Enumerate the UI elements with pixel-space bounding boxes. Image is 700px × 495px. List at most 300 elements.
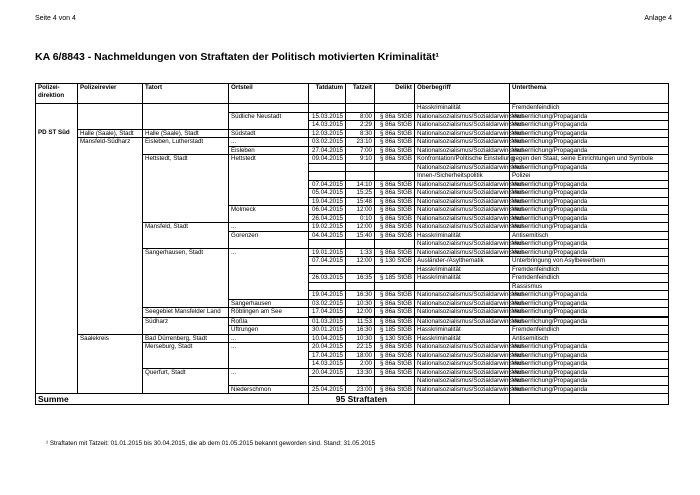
cell-tatort <box>143 231 229 240</box>
cell-oberbegriff: Nationalsozialismus/Sozialdarwinismus <box>415 377 510 386</box>
cell-tatort <box>143 265 229 274</box>
cell-tatort <box>143 206 229 215</box>
cell-oberbegriff: Hasskriminalität <box>415 104 510 113</box>
cell-polizeirevier <box>78 368 143 377</box>
table-row <box>36 360 669 369</box>
cell-polizeirevier <box>78 206 143 215</box>
col-header-polizeidirektion: Polizei-direktion <box>36 84 78 104</box>
cell-polizeidirektion <box>36 180 78 189</box>
cell-ortsteil: ... <box>229 248 309 257</box>
cell-polizeidirektion <box>36 121 78 130</box>
col-header-delikt: Delikt <box>375 84 415 104</box>
cell-tatort <box>143 112 229 121</box>
cell-tatort: Seegebiet Mansfelder Land <box>143 308 229 317</box>
cell-tatort: Eisleben, Lutherstadt <box>143 138 229 147</box>
cell-oberbegriff: Nationalsozialismus/Sozialdarwinismus <box>415 308 510 317</box>
cell-tatort <box>143 351 229 360</box>
cell-polizeidirektion <box>36 223 78 232</box>
cell-tatdatum: 20.04.2015 <box>309 368 346 377</box>
cell-tatzeit <box>346 172 375 181</box>
cell-oberbegriff: Hasskriminalität <box>415 334 510 343</box>
cell-tatdatum: 25.04.2015 <box>309 385 346 394</box>
table-row <box>36 351 669 360</box>
cell-oberbegriff: Nationalsozialismus/Sozialdarwinismus <box>415 129 510 138</box>
cell-oberbegriff: Hasskriminalität <box>415 265 510 274</box>
cell-tatzeit: 2:29 <box>346 121 375 130</box>
table-row <box>36 385 669 394</box>
cell-tatdatum <box>309 282 346 291</box>
cell-polizeidirektion <box>36 334 78 343</box>
cell-oberbegriff: Nationalsozialismus/Sozialdarwinismus <box>415 138 510 147</box>
cell-tatzeit <box>346 163 375 172</box>
cell-delikt <box>375 163 415 172</box>
cell-unterthema: Verherrlichung/Propaganda <box>510 129 669 138</box>
cell-ortsteil <box>229 257 309 266</box>
table-row <box>36 189 669 198</box>
cell-unterthema: Verherrlichung/Propaganda <box>510 180 669 189</box>
cell-ortsteil: Hettstedt <box>229 155 309 164</box>
cell-tatort <box>143 326 229 335</box>
cell-delikt: § 86a StGB <box>375 180 415 189</box>
cell-tatdatum: 10.04.2015 <box>309 334 346 343</box>
cell-unterthema: Verherrlichung/Propaganda <box>510 223 669 232</box>
cell-tatort <box>143 189 229 198</box>
summary-label: Summe <box>36 394 309 405</box>
cell-unterthema: Verherrlichung/Propaganda <box>510 291 669 300</box>
cell-polizeirevier <box>78 360 143 369</box>
cell-delikt: § 185 StGB <box>375 326 415 335</box>
table-row <box>36 282 669 291</box>
col-header-polizeirevier: Polizeirevier <box>78 84 143 104</box>
cell-tatort <box>143 385 229 394</box>
cell-unterthema: Verherrlichung/Propaganda <box>510 343 669 352</box>
cell-tatdatum: 07.04.2015 <box>309 257 346 266</box>
cell-unterthema: Unterbringung von Asylbewerbern <box>510 257 669 266</box>
table-row <box>36 180 669 189</box>
cell-ortsteil: Eisleben <box>229 146 309 155</box>
cell-unterthema: Verherrlichung/Propaganda <box>510 189 669 198</box>
table-row <box>36 129 669 138</box>
cell-unterthema: Fremdenfeindlich <box>510 274 669 283</box>
cell-tatort <box>143 197 229 206</box>
cell-oberbegriff: Nationalsozialismus/Sozialdarwinismus <box>415 368 510 377</box>
cell-tatzeit: 1:33 <box>346 248 375 257</box>
summary-value: 95 Straftaten <box>309 394 415 405</box>
cell-delikt: § 86a StGB <box>375 223 415 232</box>
cell-tatdatum <box>309 265 346 274</box>
table-row <box>36 138 669 147</box>
col-header-oberbegriff: Oberbegriff <box>415 84 510 104</box>
cell-oberbegriff: Nationalsozialismus/Sozialdarwinismus <box>415 223 510 232</box>
cell-tatzeit: 16:35 <box>346 274 375 283</box>
cell-polizeirevier <box>78 104 143 113</box>
cell-tatort <box>143 172 229 181</box>
cell-ortsteil: ... <box>229 343 309 352</box>
cell-oberbegriff: Hasskriminalität <box>415 274 510 283</box>
table-row <box>36 334 669 343</box>
cell-polizeirevier <box>78 223 143 232</box>
col-header-tatdatum: Tatdatum <box>309 84 346 104</box>
col-header-tatort: Tatort <box>143 84 229 104</box>
cell-polizeirevier: Saalekreis <box>78 334 143 343</box>
cell-unterthema: Verherrlichung/Propaganda <box>510 197 669 206</box>
cell-unterthema: Polizei <box>510 172 669 181</box>
cell-tatzeit: 14:10 <box>346 180 375 189</box>
cell-unterthema: Verherrlichung/Propaganda <box>510 248 669 257</box>
cell-polizeirevier <box>78 189 143 198</box>
cell-ortsteil: ... <box>229 138 309 147</box>
cell-tatdatum: 03.02.2015 <box>309 138 346 147</box>
col-header-tatzeit: Tatzeit <box>346 84 375 104</box>
cell-tatort: Bad Dürrenberg, Stadt <box>143 334 229 343</box>
table-row <box>36 112 669 121</box>
cell-polizeidirektion <box>36 172 78 181</box>
cell-tatort <box>143 377 229 386</box>
cell-delikt: § 86a StGB <box>375 351 415 360</box>
cell-tatdatum <box>309 163 346 172</box>
cell-polizeirevier <box>78 274 143 283</box>
cell-tatort <box>143 240 229 249</box>
cell-delikt: § 86a StGB <box>375 189 415 198</box>
cell-delikt: § 86a StGB <box>375 385 415 394</box>
cell-tatzeit <box>346 265 375 274</box>
cell-tatzeit: 13:30 <box>346 368 375 377</box>
cell-ortsteil <box>229 282 309 291</box>
cell-unterthema: Verherrlichung/Propaganda <box>510 385 669 394</box>
cell-delikt: § 86a StGB <box>375 231 415 240</box>
cell-tatdatum: 05.04.2015 <box>309 189 346 198</box>
cell-delikt <box>375 265 415 274</box>
cell-polizeidirektion <box>36 385 78 394</box>
cell-delikt: § 130 StGB <box>375 257 415 266</box>
cell-oberbegriff: Nationalsozialismus/Sozialdarwinismus <box>415 385 510 394</box>
cell-polizeidirektion <box>36 240 78 249</box>
cell-ortsteil <box>229 274 309 283</box>
cell-ortsteil: ... <box>229 368 309 377</box>
cell-polizeidirektion <box>36 308 78 317</box>
table-row <box>36 274 669 283</box>
cell-unterthema: Verherrlichung/Propaganda <box>510 240 669 249</box>
cell-polizeirevier <box>78 317 143 326</box>
table-row <box>36 343 669 352</box>
cell-tatdatum: 26.03.2015 <box>309 274 346 283</box>
cell-oberbegriff: Nationalsozialismus/Sozialdarwinismus <box>415 180 510 189</box>
cell-delikt: § 86a StGB <box>375 214 415 223</box>
cell-polizeidirektion <box>36 231 78 240</box>
cell-delikt: § 86a StGB <box>375 138 415 147</box>
cell-tatdatum: 19.04.2015 <box>309 197 346 206</box>
cell-ortsteil <box>229 163 309 172</box>
table-row <box>36 257 669 266</box>
cell-tatdatum: 20.04.2015 <box>309 343 346 352</box>
cell-tatort: Querfurt, Stadt <box>143 368 229 377</box>
cell-polizeirevier: Halle (Saale), Stadt <box>78 129 143 138</box>
cell-tatzeit: 10:30 <box>346 299 375 308</box>
cell-unterthema: Fremdenfeindlich <box>510 326 669 335</box>
cell-polizeidirektion <box>36 189 78 198</box>
cell-polizeidirektion <box>36 155 78 164</box>
cell-tatzeit: 7:00 <box>346 146 375 155</box>
cell-delikt: § 86a StGB <box>375 308 415 317</box>
cell-tatort <box>143 180 229 189</box>
cell-polizeirevier <box>78 231 143 240</box>
cell-tatzeit: 22:15 <box>346 343 375 352</box>
cell-delikt: § 185 StGB <box>375 274 415 283</box>
cell-ortsteil: Roßla <box>229 317 309 326</box>
cell-tatdatum: 04.04.2015 <box>309 231 346 240</box>
cell-ortsteil <box>229 265 309 274</box>
table-row <box>36 121 669 130</box>
cell-delikt: § 86a StGB <box>375 121 415 130</box>
cell-tatort <box>143 274 229 283</box>
cell-oberbegriff: Hasskriminalität <box>415 231 510 240</box>
cell-oberbegriff: Nationalsozialismus/Sozialdarwinismus <box>415 248 510 257</box>
cell-tatzeit: 15:25 <box>346 189 375 198</box>
table-row <box>36 206 669 215</box>
cell-unterthema: gegen den Staat, seine Einrichtungen und Symbole <box>510 155 669 164</box>
table-row <box>36 308 669 317</box>
cell-delikt: § 86a StGB <box>375 360 415 369</box>
cell-ortsteil <box>229 180 309 189</box>
table-row <box>36 197 669 206</box>
cell-delikt: § 86a StGB <box>375 299 415 308</box>
cell-polizeirevier: Mansfeld-Südharz <box>78 138 143 147</box>
annex-label: Anlage 4 <box>644 15 672 22</box>
cell-unterthema: Antisemitisch <box>510 334 669 343</box>
cell-oberbegriff: Innen-/Sicherheitspolitik <box>415 172 510 181</box>
cell-tatdatum: 03.02.2015 <box>309 299 346 308</box>
cell-oberbegriff: Nationalsozialismus/Sozialdarwinismus <box>415 351 510 360</box>
cell-oberbegriff: Nationalsozialismus/Sozialdarwinismus <box>415 121 510 130</box>
table-header-row <box>36 84 669 104</box>
cell-ortsteil <box>229 377 309 386</box>
cell-tatdatum: 27.04.2015 <box>309 146 346 155</box>
cell-polizeidirektion <box>36 360 78 369</box>
cell-tatzeit: 12:00 <box>346 206 375 215</box>
cell-ortsteil <box>229 351 309 360</box>
cell-unterthema: Antisemitisch <box>510 231 669 240</box>
cell-unterthema: Verherrlichung/Propaganda <box>510 351 669 360</box>
table-row <box>36 326 669 335</box>
cell-oberbegriff <box>415 282 510 291</box>
cell-unterthema: Verherrlichung/Propaganda <box>510 163 669 172</box>
table-row <box>36 377 669 386</box>
cell-ortsteil: ... <box>229 334 309 343</box>
cell-ortsteil <box>229 197 309 206</box>
cell-oberbegriff: Nationalsozialismus/Sozialdarwinismus <box>415 214 510 223</box>
cell-polizeidirektion <box>36 326 78 335</box>
cell-tatdatum <box>309 240 346 249</box>
cell-oberbegriff: Ausländer-/Asylthematik <box>415 257 510 266</box>
cell-tatort <box>143 299 229 308</box>
cell-unterthema: Fremdenfeindlich <box>510 265 669 274</box>
cell-delikt <box>375 240 415 249</box>
cell-polizeidirektion <box>36 317 78 326</box>
cell-unterthema: Verherrlichung/Propaganda <box>510 206 669 215</box>
cell-delikt: § 86a StGB <box>375 146 415 155</box>
cell-delikt: § 86a StGB <box>375 248 415 257</box>
cell-oberbegriff: Nationalsozialismus/Sozialdarwinismus <box>415 112 510 121</box>
cell-oberbegriff: Nationalsozialismus/Sozialdarwinismus <box>415 291 510 300</box>
cell-tatzeit: 12:00 <box>346 308 375 317</box>
cell-ortsteil <box>229 104 309 113</box>
cell-oberbegriff: Nationalsozialismus/Sozialdarwinismus <box>415 299 510 308</box>
cell-delikt: § 86a StGB <box>375 197 415 206</box>
cell-polizeidirektion <box>36 351 78 360</box>
cell-polizeirevier <box>78 197 143 206</box>
cell-tatort: Sangerhausen, Stadt <box>143 248 229 257</box>
cell-polizeidirektion <box>36 163 78 172</box>
cell-polizeidirektion <box>36 274 78 283</box>
cell-delikt: § 86a StGB <box>375 155 415 164</box>
cell-polizeirevier <box>78 214 143 223</box>
cell-polizeirevier <box>78 163 143 172</box>
cell-polizeirevier <box>78 155 143 164</box>
cell-ortsteil: Röblingen am See <box>229 308 309 317</box>
cell-tatzeit <box>346 240 375 249</box>
table-row <box>36 223 669 232</box>
cell-tatdatum: 12.03.2015 <box>309 129 346 138</box>
cell-oberbegriff: Nationalsozialismus/Sozialdarwinismus <box>415 163 510 172</box>
cell-unterthema: Verherrlichung/Propaganda <box>510 138 669 147</box>
cell-ortsteil: Molmeck <box>229 206 309 215</box>
cell-tatdatum: 09.04.2015 <box>309 155 346 164</box>
table-row <box>36 240 669 249</box>
cell-tatort <box>143 282 229 291</box>
cell-tatzeit: 12:00 <box>346 257 375 266</box>
table-row <box>36 231 669 240</box>
cell-oberbegriff: Nationalsozialismus/Sozialdarwinismus <box>415 240 510 249</box>
cell-polizeidirektion <box>36 146 78 155</box>
cell-unterthema: Verherrlichung/Propaganda <box>510 377 669 386</box>
cell-tatzeit: 23:00 <box>346 385 375 394</box>
cell-tatort: Merseburg, Stadt <box>143 343 229 352</box>
table-row <box>36 146 669 155</box>
cell-tatzeit: 18:00 <box>346 351 375 360</box>
cell-unterthema: Verherrlichung/Propaganda <box>510 121 669 130</box>
cell-polizeidirektion <box>36 299 78 308</box>
table-row <box>36 291 669 300</box>
cell-tatdatum <box>309 172 346 181</box>
cell-tatzeit: 23:10 <box>346 138 375 147</box>
page-number: Seite 4 von 4 <box>35 15 76 22</box>
cell-ortsteil <box>229 121 309 130</box>
cell-unterthema: Verherrlichung/Propaganda <box>510 317 669 326</box>
cell-unterthema: Verherrlichung/Propaganda <box>510 360 669 369</box>
cell-tatort <box>143 257 229 266</box>
cell-tatzeit: 2:00 <box>346 360 375 369</box>
cell-tatdatum: 14.03.2015 <box>309 121 346 130</box>
col-header-unterthema: Unterthema <box>510 84 669 104</box>
document-title: KA 6/8843 - Nachmeldungen von Straftaten der Politisch motivierten Kriminalität¹ <box>35 51 439 63</box>
cell-tatort: Mansfeld, Stadt <box>143 223 229 232</box>
cell-ortsteil <box>229 240 309 249</box>
cell-tatort <box>143 121 229 130</box>
cell-tatort <box>143 163 229 172</box>
cell-tatzeit <box>346 104 375 113</box>
cell-ortsteil <box>229 360 309 369</box>
cell-delikt <box>375 104 415 113</box>
table-row <box>36 163 669 172</box>
cell-tatdatum: 26.04.2015 <box>309 214 346 223</box>
cell-polizeidirektion <box>36 343 78 352</box>
cell-delikt <box>375 377 415 386</box>
cell-unterthema: Verherrlichung/Propaganda <box>510 112 669 121</box>
cell-ortsteil <box>229 291 309 300</box>
cell-polizeirevier <box>78 172 143 181</box>
cell-polizeidirektion <box>36 282 78 291</box>
cell-unterthema: Fremdenfeindlich <box>510 104 669 113</box>
cell-oberbegriff: Nationalsozialismus/Sozialdarwinismus <box>415 360 510 369</box>
cell-tatdatum: 07.04.2015 <box>309 180 346 189</box>
table-row <box>36 248 669 257</box>
cell-tatzeit: 15:40 <box>346 231 375 240</box>
cell-tatzeit: 11:53 <box>346 317 375 326</box>
cell-oberbegriff: Nationalsozialismus/Sozialdarwinismus <box>415 206 510 215</box>
cell-delikt: § 86a StGB <box>375 368 415 377</box>
cell-tatzeit: 8:00 <box>346 112 375 121</box>
cell-polizeirevier <box>78 112 143 121</box>
cell-oberbegriff: Nationalsozialismus/Sozialdarwinismus <box>415 146 510 155</box>
cell-tatzeit: 10:30 <box>346 334 375 343</box>
table-row <box>36 317 669 326</box>
cell-polizeirevier <box>78 265 143 274</box>
cell-ortsteil <box>229 172 309 181</box>
cell-tatzeit <box>346 377 375 386</box>
cell-unterthema: Verherrlichung/Propaganda <box>510 308 669 317</box>
cell-oberbegriff: Hasskriminalität <box>415 326 510 335</box>
cell-polizeidirektion <box>36 112 78 121</box>
summary-row <box>36 394 669 405</box>
summary-empty-cell <box>415 394 510 405</box>
cell-ortsteil: Sangerhausen <box>229 299 309 308</box>
cell-polizeirevier <box>78 299 143 308</box>
cell-unterthema: Rassismus <box>510 282 669 291</box>
cell-oberbegriff: Nationalsozialismus/Sozialdarwinismus <box>415 343 510 352</box>
table-row <box>36 172 669 181</box>
cell-polizeidirektion: PD ST Süd <box>36 129 78 138</box>
cell-tatdatum: 17.04.2015 <box>309 308 346 317</box>
cell-polizeidirektion <box>36 257 78 266</box>
cell-delikt <box>375 172 415 181</box>
cell-ortsteil: Südstadt <box>229 129 309 138</box>
cell-polizeirevier <box>78 146 143 155</box>
cell-polizeidirektion <box>36 265 78 274</box>
cell-tatzeit: 8:30 <box>346 129 375 138</box>
cell-tatort <box>143 214 229 223</box>
cell-polizeidirektion <box>36 197 78 206</box>
cell-tatdatum: 15.03.2015 <box>309 112 346 121</box>
cell-polizeirevier <box>78 343 143 352</box>
cell-tatdatum: 19.02.2015 <box>309 223 346 232</box>
cell-tatzeit: 9:10 <box>346 155 375 164</box>
cell-polizeirevier <box>78 180 143 189</box>
cell-tatdatum: 19.04.2015 <box>309 291 346 300</box>
footnote: ¹ Straftaten mit Tatzeit: 01.01.2015 bis 30.04.2015, die ab dem 01.05.2015 bekannt geworden sind. Stand: 31.05.2015 <box>46 440 375 447</box>
cell-polizeirevier <box>78 240 143 249</box>
cell-tatdatum: 17.04.2015 <box>309 351 346 360</box>
cell-tatort <box>143 291 229 300</box>
cell-delikt: § 86a StGB <box>375 291 415 300</box>
table-row <box>36 265 669 274</box>
cell-polizeirevier <box>78 326 143 335</box>
cell-ortsteil: Südliche Neustadt <box>229 112 309 121</box>
cell-polizeidirektion <box>36 291 78 300</box>
cell-tatzeit: 12:00 <box>346 223 375 232</box>
table-row <box>36 299 669 308</box>
cell-tatort <box>143 146 229 155</box>
cell-polizeirevier <box>78 308 143 317</box>
